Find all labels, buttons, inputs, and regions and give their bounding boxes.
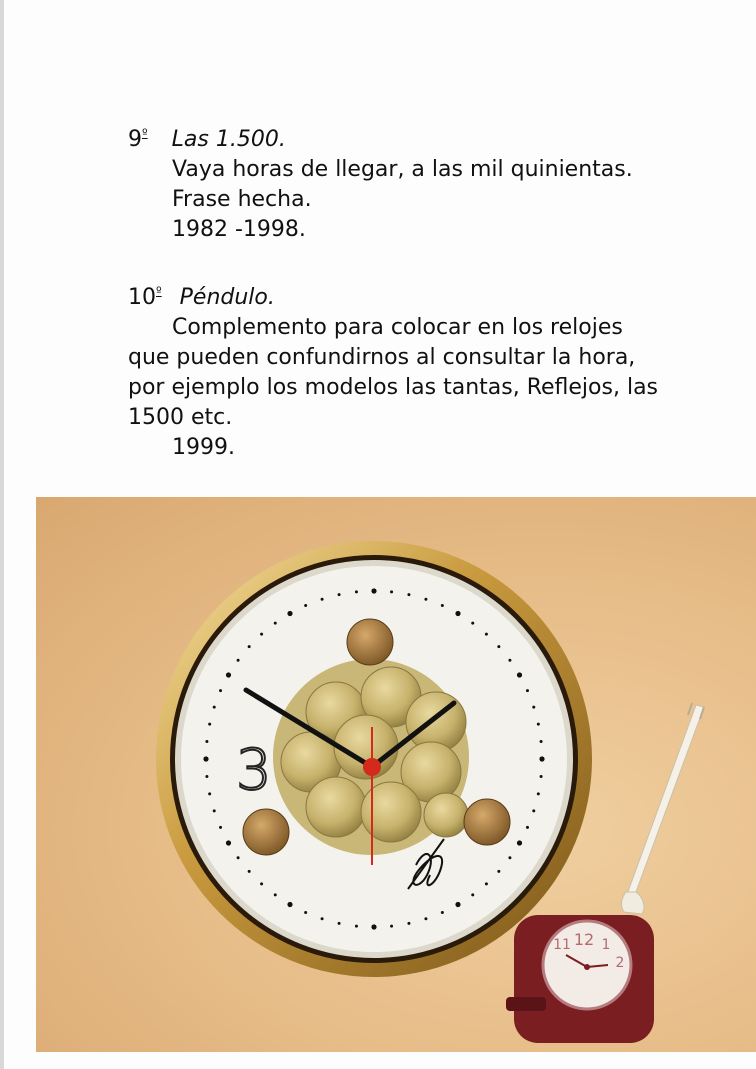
entry-year: 1982 -1998.	[172, 217, 306, 242]
small-clock-numeral: 2	[615, 955, 625, 971]
minute-dot	[539, 756, 544, 761]
minute-dot	[203, 756, 208, 761]
minute-dot	[485, 882, 488, 885]
entry-line: Complemento para colocar en los relojes	[172, 315, 623, 340]
minute-dot	[497, 645, 500, 648]
minute-dot	[371, 924, 376, 929]
minute-dot	[508, 659, 511, 662]
minute-dot	[226, 672, 231, 677]
minute-dot	[237, 856, 240, 859]
entry-9	[128, 118, 633, 245]
minute-dot	[517, 840, 522, 845]
coin-marker-3	[464, 799, 510, 845]
minute-dot	[485, 633, 488, 636]
minute-dot	[208, 723, 211, 726]
minute-dot	[455, 611, 460, 616]
minute-dot	[540, 740, 543, 743]
minute-dot	[390, 590, 393, 593]
coin-marker-12	[347, 619, 393, 665]
entry-number: $9^º$	[128, 126, 148, 152]
minute-dot	[424, 917, 427, 920]
minute-dot	[338, 922, 341, 925]
minute-dot	[540, 775, 543, 778]
entry-line: por ejemplo los modelos las tantas, Reflejos, las	[128, 375, 659, 400]
minute-dot	[287, 611, 292, 616]
minute-dot	[355, 590, 358, 593]
entry-line: que pueden confundirnos al consultar la hora,	[128, 345, 636, 370]
entry-heading	[128, 118, 633, 155]
entry-heading	[128, 276, 658, 313]
minute-dot	[208, 792, 211, 795]
minute-dot	[455, 902, 460, 907]
page-edge	[0, 0, 4, 1069]
minute-dot	[213, 809, 216, 812]
minute-dot	[517, 672, 522, 677]
small-clock-numeral: 12	[573, 930, 595, 949]
hand-hub	[363, 758, 381, 776]
minute-dot	[537, 792, 540, 795]
minute-dot	[304, 604, 307, 607]
minute-dot	[205, 740, 208, 743]
minute-dot	[508, 856, 511, 859]
minute-dot	[407, 922, 410, 925]
minute-dot	[526, 689, 529, 692]
minute-dot	[532, 809, 535, 812]
minute-dot	[441, 604, 444, 607]
minute-dot	[304, 911, 307, 914]
minute-dot	[532, 706, 535, 709]
entry-line: 1500 etc.	[128, 405, 233, 430]
minute-dot	[321, 917, 324, 920]
numeral-3: 3	[236, 738, 272, 803]
pendulum-rod	[626, 705, 704, 897]
clock-photo	[36, 497, 756, 1052]
coin-marker-9	[243, 809, 289, 855]
entry-line: Vaya horas de llegar, a las mil quinientas.	[172, 157, 633, 182]
entry-title: Las 1.500.	[171, 127, 286, 152]
entry-10	[128, 276, 658, 463]
minute-dot	[526, 826, 529, 829]
entry-title: Péndulo.	[179, 285, 275, 310]
minute-dot	[260, 633, 263, 636]
minute-dot	[248, 645, 251, 648]
minute-dot	[407, 593, 410, 596]
minute-dot	[424, 598, 427, 601]
minute-dot	[537, 723, 540, 726]
minute-dot	[274, 893, 277, 896]
minute-dot	[441, 911, 444, 914]
entry-line: Frase hecha.	[172, 187, 312, 212]
minute-dot	[248, 870, 251, 873]
clock-illustration	[36, 497, 756, 1052]
entry-number: $10^º$	[128, 284, 162, 310]
minute-dot	[219, 826, 222, 829]
minute-dot	[237, 659, 240, 662]
minute-dot	[497, 870, 500, 873]
entry-year: 1999.	[172, 435, 235, 460]
minute-dot	[274, 622, 277, 625]
minute-dot	[355, 925, 358, 928]
wall-clock	[156, 541, 595, 977]
minute-dot	[338, 593, 341, 596]
minute-dot	[471, 622, 474, 625]
minute-dot	[219, 689, 222, 692]
minute-dot	[371, 588, 376, 593]
minute-dot	[226, 840, 231, 845]
minute-dot	[260, 882, 263, 885]
minute-dot	[471, 893, 474, 896]
minute-dot	[390, 925, 393, 928]
minute-dot	[287, 902, 292, 907]
small-clock-numeral: 11	[553, 937, 571, 953]
minute-dot	[205, 775, 208, 778]
minute-dot	[213, 706, 216, 709]
minute-dot	[321, 598, 324, 601]
small-clock-numeral: 1	[601, 937, 611, 953]
